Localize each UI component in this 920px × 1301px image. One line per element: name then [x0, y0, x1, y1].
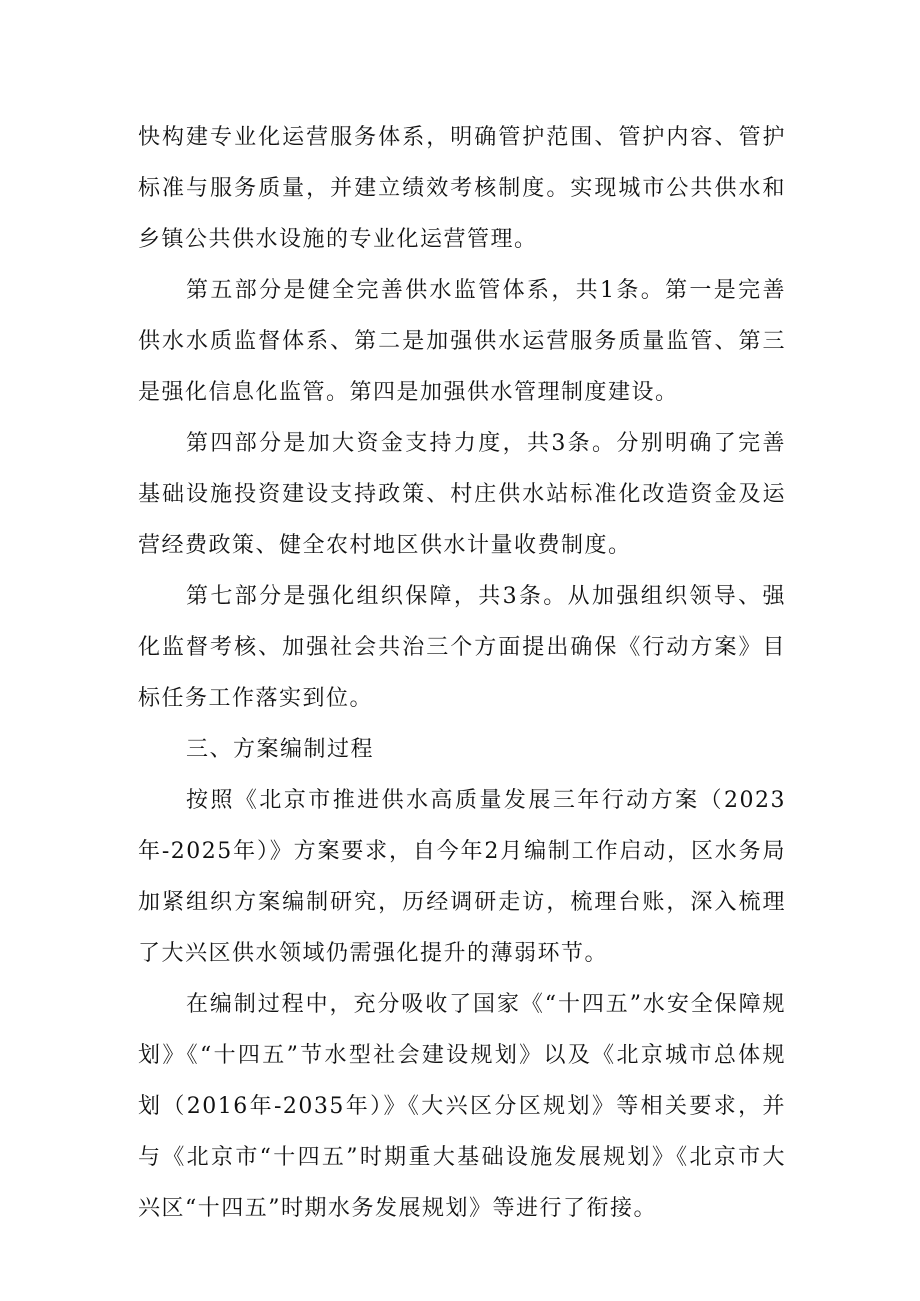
- paragraph-part-seven: 第七部分是强化组织保障，共3条。从加强组织领导、强化监督考核、加强社会共治三个方面提出确保《行动方案》目标任务工作落实到位。: [138, 584, 786, 711]
- paragraph-process: 按照《北京市推进供水高质量发展三年行动方案（2023年-2025年）》方案要求，自今年2月编制工作启动，区水务局加紧组织方案编制研究，历经调研走访，梳理台账，深入梳理了大兴区供水领域仍需强化提升的薄弱环节。: [138, 788, 786, 966]
- section-heading: 三、方案编制过程: [186, 737, 375, 762]
- paragraph-references: 在编制过程中，充分吸收了国家《“十四五”水安全保障规划》《“十四五”节水型社会建设规划》以及《北京城市总体规划（2016年-2035年）》《大兴区分区规划》等相关要求，并与《北京市“十四五”时期重大基础设施发展规划》《北京市大兴区“十四五”时期水务发展规划》等进行了衔接。: [138, 992, 786, 1221]
- paragraph-part-four: 第四部分是加大资金支持力度，共3条。分别明确了完善基础设施投资建设支持政策、村庄供水站标准化改造资金及运营经费政策、健全农村地区供水计量收费制度。: [138, 431, 786, 558]
- paragraph-continuation: 快构建专业化运营服务体系，明确管护范围、管护内容、管护标准与服务质量，并建立绩效考核制度。实现城市公共供水和乡镇公共供水设施的专业化运营管理。: [138, 125, 786, 252]
- document-body: [138, 112, 786, 1234]
- paragraph-part-five: 第五部分是健全完善供水监管体系，共1条。第一是完善供水水质监督体系、第二是加强供水运营服务质量监管、第三是强化信息化监管。第四是加强供水管理制度建设。: [138, 278, 786, 405]
